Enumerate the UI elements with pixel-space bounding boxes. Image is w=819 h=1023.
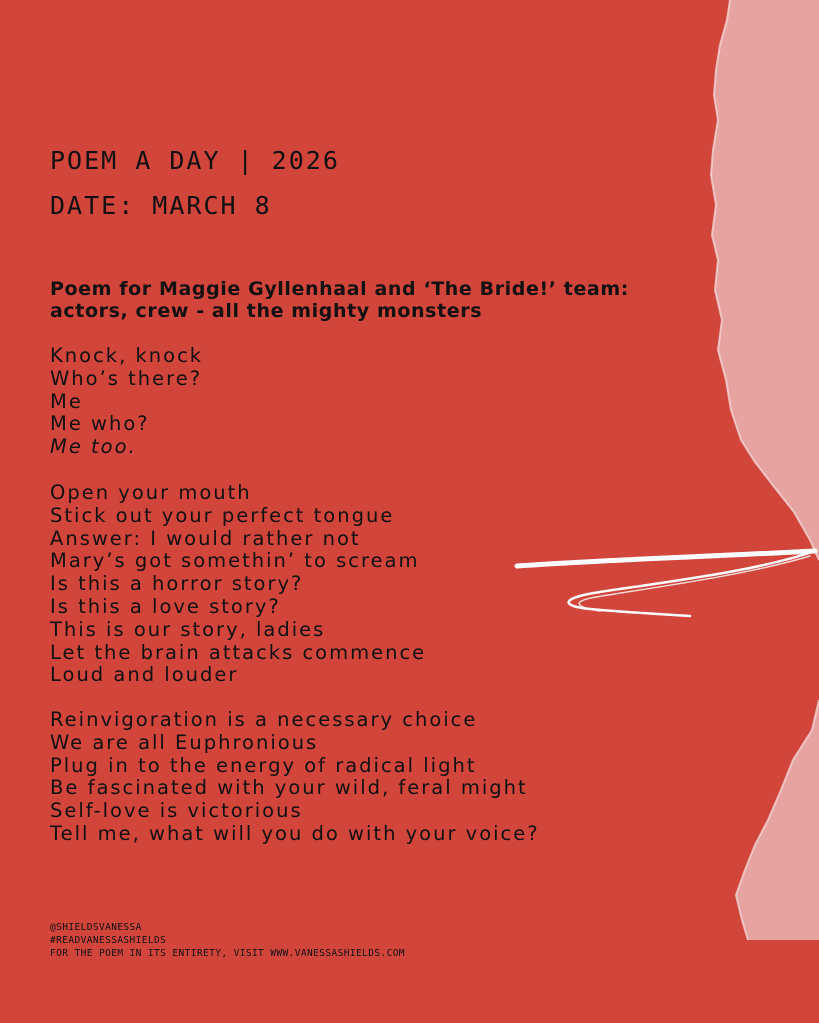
stanza-1 bbox=[50, 345, 203, 459]
dedication-line: actors, crew - all the mighty monsters bbox=[50, 300, 483, 322]
poem-line: We are all Euphronious bbox=[50, 730, 319, 754]
stanza-2 bbox=[50, 482, 426, 687]
hashtag: #READVANESSASHIELDS bbox=[50, 935, 167, 946]
poem-dedication bbox=[50, 278, 690, 322]
stanza-3 bbox=[50, 709, 540, 846]
poem-line: Who’s there? bbox=[50, 366, 203, 390]
poem-a-day-title: POEM A DAY | 2026 bbox=[50, 146, 340, 175]
poem-line: Loud and louder bbox=[50, 663, 239, 687]
footer-credits bbox=[50, 921, 405, 960]
poem-line: Plug in to the energy of radical light bbox=[50, 753, 477, 777]
poem-line: This is our story, ladies bbox=[50, 617, 326, 641]
poem-line: Answer: I would rather not bbox=[50, 526, 361, 550]
poem-line: Me bbox=[50, 389, 83, 413]
poem-line: Knock, knock bbox=[50, 344, 204, 367]
poem-line: Tell me, what will you do with your voice? bbox=[50, 821, 540, 845]
website-note: FOR THE POEM IN ITS ENTIRETY, VISIT WWW.VANESSASHIELDS.COM bbox=[50, 948, 405, 959]
poem-line: Is this a horror story? bbox=[50, 572, 304, 596]
poem-line: Self-love is victorious bbox=[50, 799, 303, 823]
poem-line: Let the brain attacks commence bbox=[50, 640, 427, 664]
poem-line: Me who? bbox=[50, 412, 150, 436]
poem-date: DATE: MARCH 8 bbox=[50, 191, 272, 220]
poem-line: Reinvigoration is a necessary choice bbox=[50, 708, 478, 731]
dedication-line: Poem for Maggie Gyllenhaal and ‘The Bride!’ team: bbox=[50, 278, 629, 300]
poem-line: Be fascinated with your wild, feral might bbox=[50, 776, 528, 800]
poem-line: Stick out your perfect tongue bbox=[50, 503, 395, 527]
poem-line: Mary’s got somethin’ to scream bbox=[50, 549, 420, 573]
poem-line-italic: Me too. bbox=[50, 435, 137, 459]
author-handle: @SHIELDSVANESSA bbox=[50, 922, 142, 933]
poem-line: Open your mouth bbox=[50, 481, 252, 504]
poem-line: Is this a love story? bbox=[50, 594, 281, 618]
